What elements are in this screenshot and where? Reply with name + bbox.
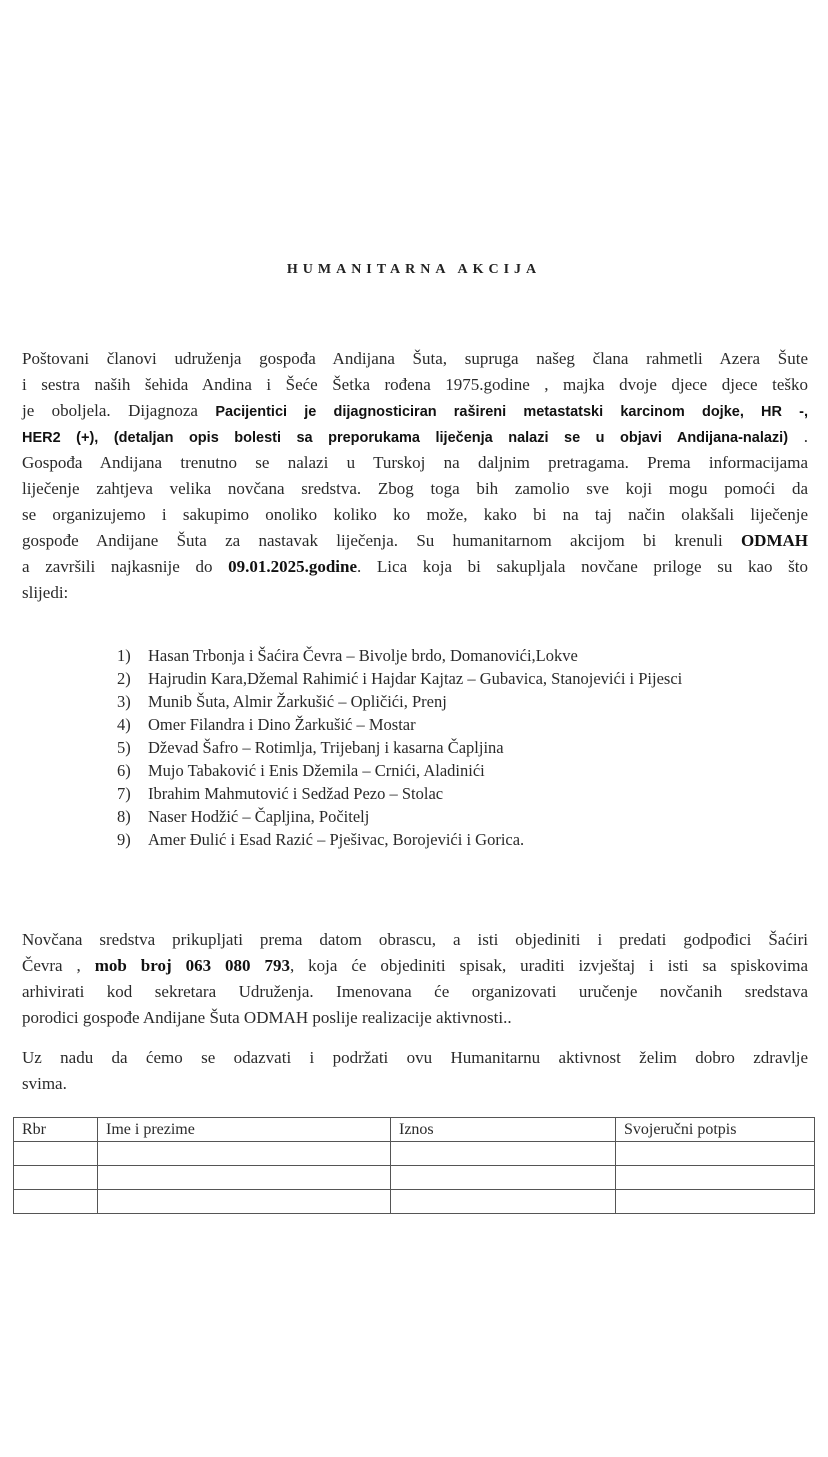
text-line <box>22 398 808 424</box>
table-row <box>14 1190 815 1214</box>
intro-paragraph <box>22 346 808 606</box>
list-text: Hasan Trbonja i Šaćira Čevra – Bivolje brdo, Domanovići,Lokve <box>148 646 578 665</box>
table-cell <box>391 1142 616 1166</box>
list-number: 3) <box>117 692 131 711</box>
text: Poštovani članovi udruženja gospođa Andijana Šuta, supruga našeg člana rahmetli Azera Šute <box>22 349 808 368</box>
donation-table <box>13 1117 815 1214</box>
list-number: 2) <box>117 669 131 688</box>
text: je oboljela. Dijagnoza <box>22 401 216 420</box>
bold-text: Pacijentici je dijagnosticiran rašireni metastatski karcinom dojke, HR -, <box>215 404 808 420</box>
table-cell <box>391 1166 616 1190</box>
instructions-paragraph <box>22 927 808 1031</box>
text: Čevra , <box>22 956 95 975</box>
text: . Lica koja bi sakupljala novčane priloge su kao što <box>357 557 808 576</box>
table-row <box>14 1142 815 1166</box>
table-cell <box>616 1190 815 1214</box>
text-line <box>22 979 808 1005</box>
text-line <box>22 502 808 528</box>
text-line <box>22 424 808 450</box>
text-line <box>22 1071 808 1097</box>
text: porodici gospođe Andijane Šuta ODMAH poslije realizacije aktivnosti.. <box>22 1008 512 1027</box>
text: a završili najkasnije do <box>22 557 229 576</box>
text: , koja će objediniti spisak, uraditi izvještaj i isti sa spiskovima <box>289 956 808 975</box>
list-item <box>117 644 812 667</box>
list-text: Mujo Tabaković i Enis Džemila – Crnići, Aladinići <box>148 761 485 780</box>
text: Gospođa Andijana trenutno se nalazi u Turskoj na daljnim pretragama. Prema informacijama <box>22 453 808 472</box>
list-number: 1) <box>117 646 131 665</box>
text-line <box>22 580 808 606</box>
list-item <box>117 759 812 782</box>
text-line <box>22 1005 808 1031</box>
bold-text: ODMAH <box>740 531 808 550</box>
table-cell <box>14 1190 98 1214</box>
list-item <box>117 828 812 851</box>
document-title: HUMANITARNA AKCIJA <box>286 262 542 277</box>
list-item <box>117 713 812 736</box>
table-cell <box>98 1166 391 1190</box>
list-text: Dževad Šafro – Rotimlja, Trijebanj i kasarna Čapljina <box>148 738 504 757</box>
text: arhivirati kod sekretara Udruženja. Imenovana će organizovati uručenje novčanih sredstava <box>22 982 808 1001</box>
list-text: Naser Hodžić – Čapljina, Počitelj <box>148 807 370 826</box>
text: se organizujemo i sakupimo onoliko koliko ko može, kako bi na taj način olakšali liječenje <box>22 505 808 524</box>
list-text: Munib Šuta, Almir Žarkušić – Opličići, Prenj <box>148 692 447 711</box>
table-cell <box>14 1142 98 1166</box>
list-number: 4) <box>117 715 131 734</box>
list-item <box>117 782 812 805</box>
list-item <box>117 690 812 713</box>
list-text: Hajrudin Kara,Džemal Rahimić i Hajdar Kajtaz – Gubavica, Stanojevići i Pijesci <box>148 669 683 688</box>
list-number: 7) <box>117 784 131 803</box>
text-line <box>22 1045 808 1071</box>
header-name: Ime i prezime <box>98 1118 391 1142</box>
list-number: 9) <box>117 830 131 849</box>
text: . <box>788 427 809 446</box>
text: svima. <box>22 1074 67 1093</box>
table-cell <box>98 1142 391 1166</box>
closing-paragraph <box>22 1045 808 1097</box>
bold-text: HER2 (+), (detaljan opis bolesti sa preporukama liječenja nalazi se u objavi Andijana-nalazi) <box>22 430 789 446</box>
list-item <box>117 736 812 759</box>
bold-text: 09.01.2025.godine <box>228 557 358 576</box>
header-signature: Svojeručni potpis <box>616 1118 815 1142</box>
text: liječenje zahtjeva velika novčana sredstva. Zbog toga bih zamolio sve koji mogu pomoći da <box>22 479 808 498</box>
text: Uz nadu da ćemo se odazvati i podržati ovu Humanitarnu aktivnost želim dobro zdravlje <box>22 1048 808 1067</box>
header-amount: Iznos <box>391 1118 616 1142</box>
table-cell <box>616 1166 815 1190</box>
collectors-list <box>117 644 812 851</box>
table-header-row <box>14 1118 815 1142</box>
list-text: Ibrahim Mahmutović i Sedžad Pezo – Stolac <box>148 784 444 803</box>
list-number: 8) <box>117 807 131 826</box>
list-item <box>117 667 812 690</box>
list-text: Omer Filandra i Dino Žarkušić – Mostar <box>148 715 416 734</box>
text: gospođe Andijane Šuta za nastavak liječenja. Su humanitarnom akcijom bi krenuli <box>22 531 741 550</box>
list-number: 6) <box>117 761 131 780</box>
text-line <box>22 450 808 476</box>
text-line <box>22 476 808 502</box>
bold-text: mob broj 063 080 793 <box>94 956 290 975</box>
text: Novčana sredstva prikupljati prema datom obrascu, a isti objediniti i predati godpođici Šaćiri <box>22 930 808 949</box>
text-line <box>22 528 808 554</box>
table-cell <box>391 1190 616 1214</box>
text-line <box>22 927 808 953</box>
text-line <box>22 346 808 372</box>
table-cell <box>616 1142 815 1166</box>
text-line <box>22 953 808 979</box>
text: i sestra naših šehida Andina i Šeće Šetka rođena 1975.godine , majka dvoje djece djece teško <box>22 375 808 394</box>
text-line <box>22 372 808 398</box>
header-rbr: Rbr <box>14 1118 98 1142</box>
text-line <box>22 554 808 580</box>
list-text: Amer Đulić i Esad Razić – Pješivac, Borojevići i Gorica. <box>148 830 525 849</box>
table-cell <box>14 1166 98 1190</box>
table-row <box>14 1166 815 1190</box>
table-cell <box>98 1190 391 1214</box>
list-item <box>117 805 812 828</box>
list-number: 5) <box>117 738 131 757</box>
text: slijedi: <box>22 583 69 602</box>
